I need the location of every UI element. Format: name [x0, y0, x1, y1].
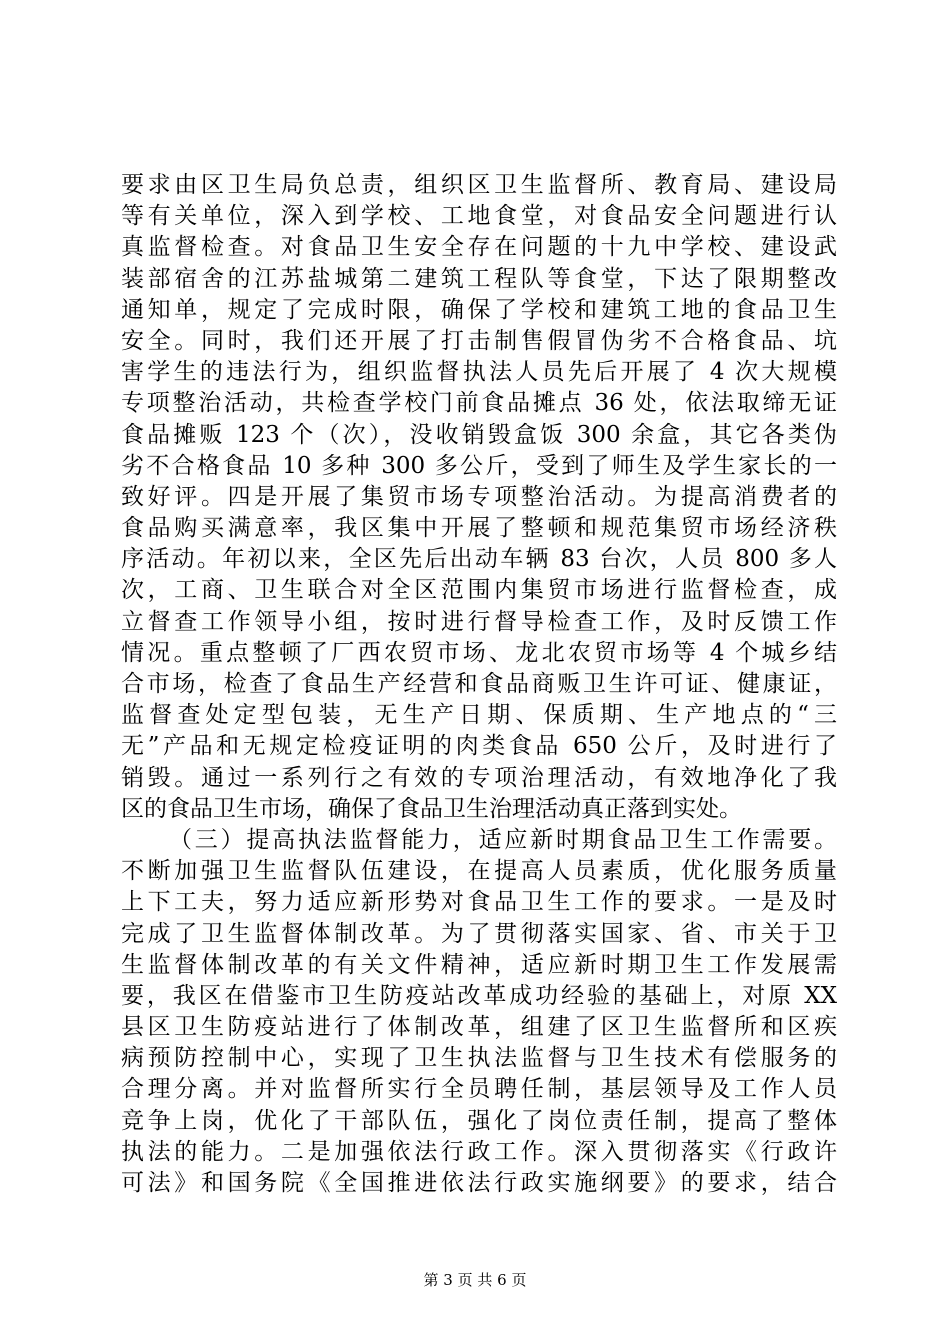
text-line: 上下工夫，努力适应新形势对食品卫生工作的要求。一是及时: [121, 889, 837, 916]
text-line: 专项整治活动，共检查学校门前食品摊点 36 处，依法取缔无证: [121, 390, 837, 417]
text-line: 区的食品卫生市场，确保了食品卫生治理活动真正落到实处。: [121, 795, 742, 822]
text-line: 执法的能力。二是加强依法行政工作。深入贯彻落实《行政许: [121, 1138, 837, 1165]
text-line: 劣不合格食品 10 多种 300 多公斤，受到了师生及学生家长的一: [121, 452, 837, 479]
text-line: 序活动。年初以来，全区先后出动车辆 83 台次，人员 800 多人: [121, 546, 837, 573]
text-line: 要，我区在借鉴市卫生防疫站改革成功经验的基础上，对原 XX: [121, 982, 837, 1009]
text-line: 病预防控制中心，实现了卫生执法监督与卫生技术有偿服务的: [121, 1045, 837, 1072]
text-line: 县区卫生防疫站进行了体制改革，组建了区卫生监督所和区疾: [121, 1014, 837, 1041]
text-line: 真监督检查。对食品卫生安全存在问题的十九中学校、建设武: [121, 234, 837, 261]
text-line: 食品购买满意率，我区集中开展了整顿和规范集贸市场经济秩: [121, 515, 837, 542]
text-line: 害学生的违法行为，组织监督执法人员先后开展了 4 次大规模: [121, 359, 837, 386]
text-line: 合市场，检查了食品生产经营和食品商贩卫生许可证、健康证，: [121, 671, 837, 697]
text-line: 食品摊贩 123 个（次），没收销毁盒饭 300 余盒，其它各类伪: [121, 421, 837, 448]
text-line: 监督查处定型包装，无生产日期、保质期、生产地点的“三: [121, 702, 837, 729]
text-line: 合理分离。并对监督所实行全员聘任制，基层领导及工作人员: [121, 1076, 837, 1103]
text-line: 不断加强卫生监督队伍建设，在提高人员素质，优化服务质量: [121, 858, 837, 885]
text-line: 等有关单位，深入到学校、工地食堂，对食品安全问题进行认: [121, 203, 837, 230]
page-footer: 第 3 页 共 6 页: [423, 1271, 527, 1289]
text-line: 完成了卫生监督体制改革。为了贯彻落实国家、省、市关于卫: [121, 920, 837, 947]
text-line: 销毁。通过一系列行之有效的专项治理活动，有效地净化了我: [121, 764, 837, 791]
text-line: 无”产品和无规定检疫证明的肉类食品 650 公斤，及时进行了: [121, 733, 837, 760]
text-line: 生监督体制改革的有关文件精神，适应新时期卫生工作发展需: [121, 951, 837, 978]
text-line: 立督查工作领导小组，按时进行督导检查工作，及时反馈工作: [121, 608, 837, 635]
text-line: 通知单，规定了完成时限，确保了学校和建筑工地的食品卫生: [121, 296, 837, 323]
text-line: 竞争上岗，优化了干部队伍，强化了岗位责任制，提高了整体: [121, 1107, 837, 1134]
text-line: 可法》和国务院《全国推进依法行政实施纲要》的要求，结合: [121, 1170, 837, 1196]
text-line: 装部宿舍的江苏盐城第二建筑工程队等食堂，下达了限期整改: [121, 265, 837, 292]
body-text: [121, 170, 837, 1199]
text-line: （三）提高执法监督能力，适应新时期食品卫生工作需要。: [169, 826, 837, 853]
text-line: 情况。重点整顿了厂西农贸市场、龙北农贸市场等 4 个城乡结: [121, 639, 837, 666]
text-line: 致好评。四是开展了集贸市场专项整治活动。为提高消费者的: [121, 483, 837, 510]
text-line: 安全。同时，我们还开展了打击制售假冒伪劣不合格食品、坑: [121, 327, 837, 354]
text-line: 次，工商、卫生联合对全区范围内集贸市场进行监督检查，成: [121, 577, 837, 604]
text-line: 要求由区卫生局负总责，组织区卫生监督所、教育局、建设局: [121, 172, 837, 198]
